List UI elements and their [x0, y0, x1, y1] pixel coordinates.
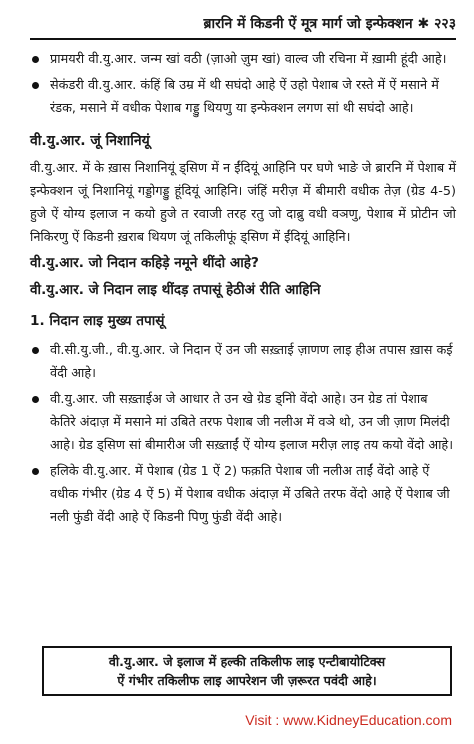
note-line-2: ऐं गंभीर तकिलीफ लाइ आपरेशन जी ज़रूरत पवंदी आहे। — [117, 673, 377, 688]
numbered-heading: 1. निदान लाइ मुख्य तपासूं — [30, 313, 165, 329]
list-item — [30, 74, 456, 120]
list-item-text: प्रामयरी वी.यु.आर. जन्म खां वठी (ज़ाओ ज़ुम खां) वाल्व जी रचिना में ख़ामी हूंदी आहे। — [50, 52, 447, 67]
bullet-dot-icon — [32, 82, 39, 89]
page-content — [30, 48, 456, 532]
list-item-text: हलिके वी.यु.आर. में पेशाब (ग्रेड 1 ऐं 2) फक़ति पेशाब जी नलीअ ताईं वेंदो आहे ऐं वधीक गंभीर (ग्रेड 4 ऐं 5) में पेशाब वधीक अंदाज़ में उबिते तरफ वेंदो आहे ऐं पेशाब जी नली फुंडी वेंदी आहे ऐं किडनी पिणु फुंडी वेंदी आहे। — [50, 464, 450, 525]
question-heading: वी.यु.आर. जो निदान कहिड़े नमूने थींदो आहे? — [30, 255, 259, 271]
list-item — [30, 460, 456, 529]
list-item — [30, 388, 456, 457]
bullet-dot-icon — [32, 468, 39, 475]
list-item — [30, 48, 456, 71]
note-line-1: वी.यु.आर. जे इलाज में हल्की तकिलीफ लाइ एन्टीबायोटिक्स — [108, 654, 386, 669]
bullet-dot-icon — [32, 396, 39, 403]
note-box — [42, 646, 452, 696]
subquestion-heading: वी.यु.आर. जे निदान लाइ थींदड़ तपासूं हेठीअं रीति आहिनि — [30, 282, 321, 298]
running-title: ब्रारनि में किडनी ऐं मूत्र मार्ग जो इन्फेक्शन ✱ २२३ — [203, 15, 456, 32]
website-footer: Visit : www.KidneyEducation.com — [245, 712, 452, 728]
section-heading: वी.यु.आर. जूं निशानियूं — [30, 133, 150, 149]
bullet-dot-icon — [32, 347, 39, 354]
list-item-text: वी.यु.आर. जी सख़्ताईअ जे आधार ते उन खे ग्रेड ड्निो वेंदो आहे। उन ग्रेड तां पेशाब केतिरे अंदाज़ में मसाने मां उबिते तरफ पेशाब जी नलीअ में वञे थो, उन जी ज़ाण मिलंदी आहे। ग्रेड ड्सिण सां बीमारीअ जी सख़्ताईं ऐं योग्य इलाज मरीज़ लाइ तय कयो वेंदो आहे। — [50, 392, 454, 453]
section-paragraph: वी.यु.आर. में के ख़ास निशानियूं ड्सिण में न ईंदियूं आहिनि पर घणे भाङे जे ब्रारनि में पेशाब में इन्फेक्शन जूं निशानियूं गड्डोगड्डु हूंदियूं आहिनि। जंहिं मरीज़ में बीमारी वधीक तेज़ (ग्रेड 4-5) हुजे ऐं योग्य इलाज न कयो हुजे त रवाजी तरह रतु जो दाब्रु वधी वञणु, पेशाब में प्रोटीन जो निकिरणु ऐं किडनी ख़राब थियण जूं तकिलीफूं ड्सिण में ईंदियूं आहिनि। — [30, 161, 456, 245]
page-header — [30, 8, 456, 40]
list-item — [30, 339, 456, 385]
bullet-dot-icon — [32, 56, 39, 63]
list-item-text: वी.सी.यु.जी., वी.यु.आर. जे निदान ऐं उन जी सख़्ताई ज़ाणण लाइ हीअ तपास ख़ास कई वेंदी आहे। — [50, 343, 453, 381]
list-item-text: सेकंडरी वी.यु.आर. कंहिं बि उम्र में थी सघंदो आहे ऐं उहो पेशाब जे रस्ते में ऐं मसाने में रंडक, मसाने में वधीक पेशाब गड्डु थियणु या इन्फेक्शन लगण सां थी सघंदो आहे। — [50, 78, 439, 116]
